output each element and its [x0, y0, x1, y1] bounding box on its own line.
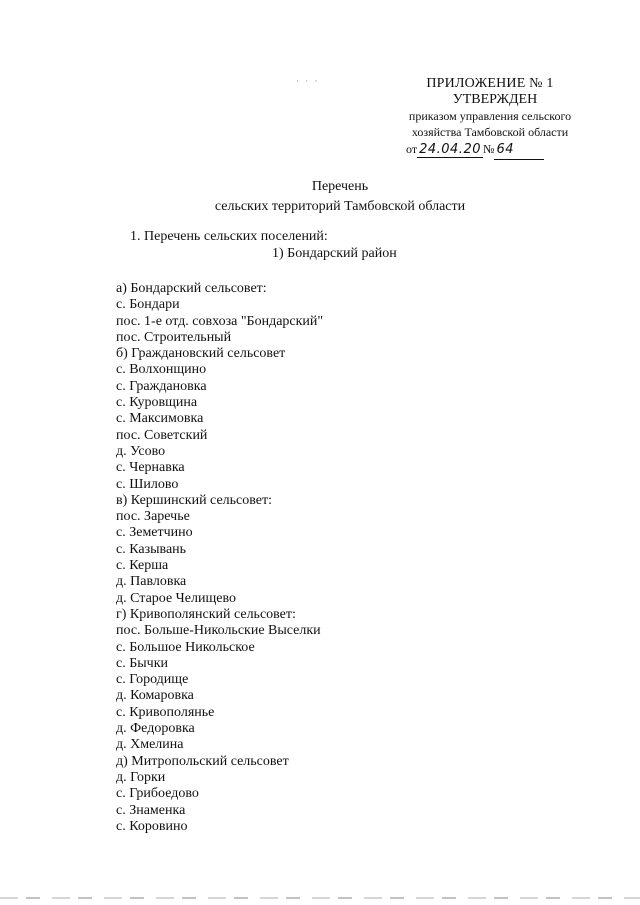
- approval-stamp: [390, 76, 590, 160]
- list-item: д. Комаровка: [116, 688, 194, 704]
- list-item: с. Земетчино: [116, 525, 193, 541]
- approval-authority-line1: приказом управления сельского: [408, 109, 572, 123]
- list-item: в) Кершинский сельсовет:: [116, 492, 272, 508]
- list-item: с. Коровино: [116, 818, 188, 834]
- list-item: с. Кривополянье: [116, 704, 215, 720]
- list-item: с. Большое Никольское: [116, 639, 255, 655]
- settlement-list: [116, 281, 323, 835]
- list-item: с. Чернавка: [116, 460, 185, 476]
- list-item: д. Усово: [116, 443, 166, 459]
- approval-date: 24.04.20: [419, 142, 481, 157]
- list-item: с. Керша: [116, 558, 169, 574]
- scan-edge-artifact: [0, 897, 640, 899]
- list-item: с. Граждановка: [116, 378, 207, 394]
- list-item: а) Бондарский сельсовет:: [116, 281, 267, 296]
- date-prefix: от: [406, 142, 418, 156]
- approval-number: 64: [494, 141, 544, 160]
- number-prefix: №: [482, 142, 495, 156]
- approved-label: УТВЕРЖДЕН: [452, 92, 538, 107]
- approval-authority-line2: хозяйства Тамбовской области: [411, 125, 569, 139]
- list-item: пос. Больше-Никольские Выселки: [116, 623, 321, 639]
- list-item: д. Горки: [116, 769, 166, 785]
- appendix-title: ПРИЛОЖЕНИЕ № 1: [426, 76, 554, 91]
- section-heading: 1. Перечень сельских поселений:: [130, 229, 328, 244]
- list-item: пос. 1-е отд. совхоза "Бондарский": [116, 313, 324, 329]
- list-item: с. Куровщина: [116, 395, 198, 411]
- list-item: с. Шилово: [116, 476, 179, 492]
- document-title-line1: Перечень: [311, 179, 369, 194]
- list-item: г) Кривополянский сельсовет:: [116, 606, 296, 622]
- list-item: б) Граждановский сельсовет: [116, 346, 286, 362]
- list-item: пос. Заречье: [116, 509, 190, 525]
- list-item: пос. Строительный: [116, 329, 232, 345]
- list-item: д. Хмелина: [116, 737, 184, 753]
- list-item: с. Казывань: [116, 541, 187, 557]
- list-item: с. Максимовка: [116, 411, 204, 427]
- district-heading: 1) Бондарский район: [272, 246, 397, 261]
- list-item: пос. Советский: [116, 427, 208, 443]
- list-item: д. Павловка: [116, 574, 187, 590]
- list-item: с. Волхонщино: [116, 362, 207, 378]
- list-item: д) Митропольский сельсовет: [116, 753, 289, 769]
- list-item: д. Старое Челищево: [116, 590, 236, 606]
- list-item: д. Федоровка: [116, 721, 195, 737]
- approval-date-line: [390, 140, 590, 160]
- list-item: с. Бондари: [116, 297, 180, 313]
- list-item: с. Знаменка: [116, 802, 186, 818]
- list-item: с. Городище: [116, 672, 189, 688]
- list-item: с. Бычки: [116, 655, 168, 671]
- document-title-line2: сельских территорий Тамбовской области: [214, 199, 466, 214]
- list-item: с. Грибоедово: [116, 786, 199, 802]
- scan-speckles: · · ·: [296, 76, 320, 86]
